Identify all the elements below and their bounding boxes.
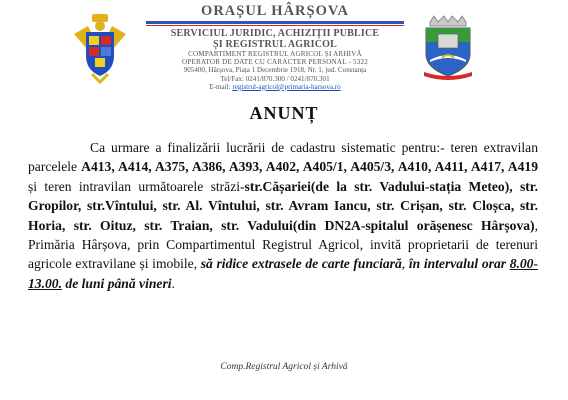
- announcement-body: [28, 138, 538, 293]
- body-text-1: Ca urmare a finalizării lucrării de cadastru sistematic pentru:- teren extravilan parcelele: [28, 140, 538, 175]
- department-line: COMPARTIMENT REGISTRUL AGRICOL ȘI ARHIVĂ: [188, 50, 362, 58]
- interval-hours: 8.00-13.00.: [28, 256, 539, 291]
- body-comma: ,: [401, 256, 409, 272]
- harsova-coat-of-arms-icon: [420, 14, 476, 80]
- parcel-list: A413, A414, A375, A386, A393, A402, A405/1, A405/3, A410, A411, A417, A419: [81, 159, 538, 175]
- tel-fax-line: Tel/Fax: 0241/870.300 / 0241/870.301: [220, 74, 330, 83]
- service-line-1: SERVICIUL JURIDIC, ACHIZIȚII PUBLICE: [170, 28, 380, 39]
- announcement-title: ANUNȚ: [249, 103, 319, 123]
- romania-coat-of-arms-icon: [72, 12, 128, 84]
- body-text-3: , Primăria Hârșova, prin Compartimentul Registrul Agricol, invită proprietarii de terenuri agricole extravilane și imobile,: [28, 217, 538, 272]
- email-link[interactable]: registrul-agricol@primaria-harsova.ro: [232, 82, 341, 91]
- letterhead: [0, 0, 568, 100]
- action-text: să ridice extrasele de carte funciară: [200, 256, 402, 272]
- address-line: 905400, Hârșova, Piața 1 Decembrie 1918, Nr. 1, jud. Constanța: [183, 66, 367, 75]
- letterhead-text: [140, 3, 410, 91]
- weekday-range: de luni până vineri: [65, 275, 172, 291]
- body-text-2: și teren intravilan următoarele străzi-: [28, 178, 245, 194]
- operator-line: OPERATOR DE DATE CU CARACTER PERSONAL - 5322: [182, 58, 368, 67]
- email-label: E-mail:: [209, 82, 233, 91]
- header-divider-red: [146, 25, 404, 26]
- city-title: ORAȘUL HÂRȘOVA: [201, 3, 349, 19]
- email-line: [140, 83, 410, 91]
- street-list: str.Cășariei(de la str. Vadului-stația Meteo), str. Gropilor, str.Vîntului, str. Al. Vîntului, str. Avram Iancu, str. Crișan, str. Cloșca, str. Horia, str. Oituz, str. Traian, str. Vadului(din DN2A-spitalul orășenesc Hârșova): [28, 178, 538, 233]
- header-divider-blue: [146, 21, 404, 24]
- service-line-2: ȘI REGISTRUL AGRICOL: [212, 39, 338, 50]
- body-period: .: [171, 275, 175, 291]
- footer-signature: Comp.Registrul Agricol și Arhivă: [220, 362, 348, 372]
- interval-label: în intervalul orar: [408, 256, 507, 272]
- announcement-paragraph: [28, 138, 538, 293]
